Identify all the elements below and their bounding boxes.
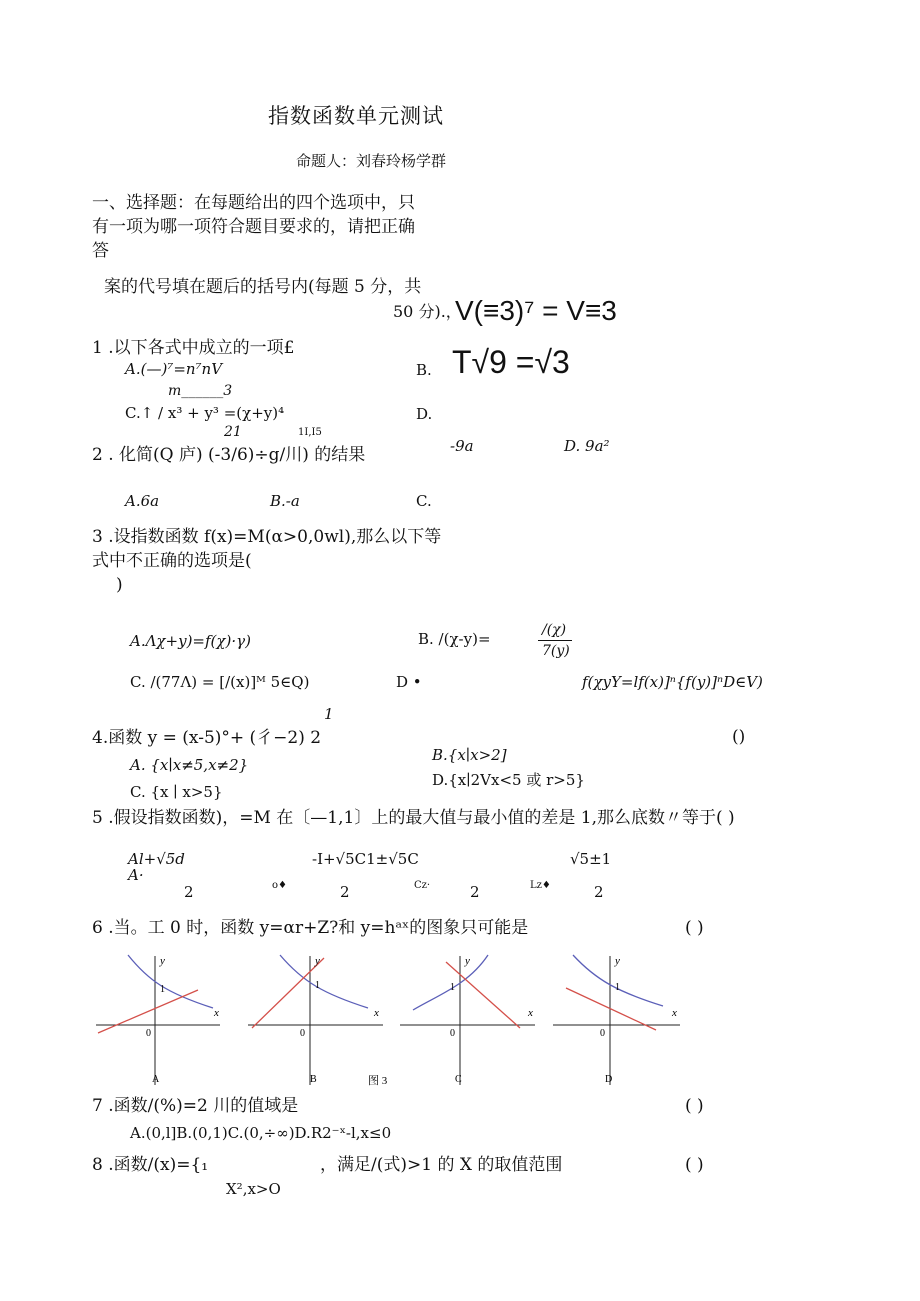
q8-piece2: X²,x>O bbox=[226, 1180, 281, 1198]
q1-option-b-label: B. bbox=[416, 361, 432, 379]
author-line: 命题人：刘春玲杨学群 bbox=[296, 153, 447, 170]
graph-d-label: D bbox=[605, 1074, 613, 1085]
graph-a-x-label: x bbox=[214, 1007, 219, 1019]
q5-option-c-mark: Cz· bbox=[414, 880, 431, 891]
q5-option-d-top: √5±1 bbox=[570, 850, 612, 868]
graph-b-linear-line bbox=[252, 958, 324, 1028]
formula-2: T√9 =√3 bbox=[452, 344, 570, 380]
q5-option-b-mark: o♦ bbox=[272, 880, 287, 891]
graph-c-origin: 0 bbox=[450, 1028, 455, 1039]
q7-stem: 7 .函数/(%)=2 川的值域是 bbox=[92, 1096, 299, 1116]
q4-superscript: 1 bbox=[324, 705, 334, 723]
graph-b-x-label: x bbox=[374, 1007, 379, 1019]
q2-stem: 2 . 化简(Q 庐) (-3/6)÷g/川) 的结果 bbox=[92, 445, 366, 465]
q5-option-d-mark: Lz♦ bbox=[530, 880, 551, 891]
q4-option-a: A. {x∣x≠5,x≠2} bbox=[130, 756, 249, 774]
section-instructions-line4: 案的代号填在题后的括号内(每题 5 分，共 bbox=[104, 277, 422, 297]
q2-option-a: A.6a bbox=[125, 492, 160, 510]
q3-stem-line2: 式中不正确的选项是( bbox=[92, 551, 252, 571]
q3-option-b-numerator: /(χ) bbox=[542, 622, 567, 638]
q1-stem: 1 .以下各式中成立的一项£ bbox=[92, 338, 295, 358]
q5-option-b-top: -I+√5C1±√5C bbox=[312, 850, 419, 868]
q4-option-d: D.{x∣2Vx<5 或 r>5} bbox=[432, 771, 585, 789]
graph-a-one: 1 bbox=[160, 984, 165, 995]
graph-a-label: A bbox=[152, 1074, 160, 1085]
graph-a-exp-curve bbox=[128, 955, 213, 1008]
graph-b bbox=[248, 955, 388, 1087]
q1-option-d-label: D. bbox=[416, 405, 433, 423]
q4-option-b: B.{x∣x>2] bbox=[432, 746, 507, 764]
figure-caption: 图 3 bbox=[368, 1075, 388, 1087]
q2-option-b: B.-a bbox=[270, 492, 300, 510]
q5-option-c-den: 2 bbox=[470, 883, 480, 901]
graph-c bbox=[400, 955, 535, 1085]
q6-stem: 6 .当。工 0 时，函数 y=αr+Z?和 y=hᵃˣ的图象只可能是 bbox=[92, 918, 529, 938]
q3-option-d: f(χyY=lf(x)]ⁿ{f(y)]ⁿD∈V) bbox=[582, 673, 763, 691]
q8-answer-paren: ( ) bbox=[685, 1155, 704, 1175]
q2-option-c-label: C. bbox=[416, 492, 432, 510]
q1-frac-right: 1I,I5 bbox=[298, 427, 322, 438]
q3-option-a: A.Λχ+y)=f(χ)·γ) bbox=[130, 632, 251, 650]
q7-options: A.(0,l]B.(0,1)C.(0,÷∞)D.R2⁻ˣ-l,x≤0 bbox=[130, 1124, 392, 1142]
q5-option-a-top: Al+√5d bbox=[128, 850, 185, 868]
q1-option-c: C.↑ / x³ + y³ =(χ+y)⁴ bbox=[125, 404, 285, 422]
section-instructions-line5: 50 分).， bbox=[393, 302, 462, 321]
q4-option-c: C. {x ∣ x>5} bbox=[130, 783, 223, 801]
q1-option-a: A.(—)⁷=n⁷nV bbox=[125, 360, 223, 378]
q8-stem-right: ，满足/(式)>1 的 X 的取值范围 bbox=[320, 1155, 563, 1175]
section-instructions-line2: 有一项为哪一项符合题目要求的，请把正确 bbox=[92, 217, 415, 237]
q5-option-b-den: 2 bbox=[340, 883, 350, 901]
q4-stem: 4.函数 y = (x-5)°+ (彳−2) 2 bbox=[92, 728, 322, 748]
graph-b-y-label: y bbox=[315, 955, 320, 967]
graph-d-origin: 0 bbox=[600, 1028, 605, 1039]
graph-c-linear-line bbox=[446, 962, 520, 1028]
graph-d bbox=[553, 955, 680, 1085]
graph-b-exp-curve bbox=[280, 955, 368, 1008]
graph-b-one: 1 bbox=[315, 980, 320, 991]
q3-option-c: C. /(77Λ) = [/(x)]ᴹ 5∈Q) bbox=[130, 673, 310, 691]
graph-c-label: C bbox=[455, 1074, 462, 1085]
graph-a bbox=[96, 955, 220, 1085]
q2-option-c-value: -9a bbox=[450, 437, 474, 455]
section-instructions-line3: 答 bbox=[92, 241, 109, 261]
q5-option-a-label: A· bbox=[128, 866, 144, 884]
graph-c-x-label: x bbox=[528, 1007, 533, 1019]
q1-frac-mid: 21 bbox=[224, 424, 242, 440]
q5-option-d-den: 2 bbox=[594, 883, 604, 901]
graph-d-x-label: x bbox=[672, 1007, 677, 1019]
graph-d-linear-line bbox=[566, 988, 656, 1030]
graph-a-origin: 0 bbox=[146, 1028, 151, 1039]
q5-stem: 5 .假设指数函数)，=M 在〔—1,1〕上的最大值与最小值的差是 1,那么底数〃等于( ) bbox=[92, 808, 735, 828]
graph-b-label: B bbox=[310, 1074, 317, 1085]
graph-d-one: 1 bbox=[615, 982, 620, 993]
page-title: 指数函数单元测试 bbox=[268, 104, 444, 128]
q3-option-d-label: D • bbox=[396, 673, 422, 691]
q5-option-a-den: 2 bbox=[184, 883, 194, 901]
q3-option-b-denominator: 7(y) bbox=[542, 643, 570, 659]
graph-d-y-label: y bbox=[615, 955, 620, 967]
q6-graphs-figure bbox=[88, 950, 688, 1090]
q3-fraction-bar bbox=[538, 640, 572, 641]
q3-stem-line1: 3 .设指数函数 f(x)=M(α>0,0wl),那么以下等 bbox=[92, 527, 442, 547]
graph-b-origin: 0 bbox=[300, 1028, 305, 1039]
graph-a-y-label: y bbox=[160, 955, 165, 967]
q7-answer-paren: ( ) bbox=[685, 1096, 704, 1116]
q3-stem-line3: ) bbox=[116, 575, 123, 595]
graph-c-y-label: y bbox=[465, 955, 470, 967]
graph-a-linear-line bbox=[98, 990, 198, 1033]
q3-option-b: B. /(χ-y)= bbox=[418, 630, 491, 648]
section-instructions-line1: 一、选择题：在每题给出的四个选项中，只 bbox=[92, 193, 415, 213]
q8-stem-left: 8 .函数/(x)={₁ bbox=[92, 1155, 209, 1175]
graph-c-one: 1 bbox=[450, 982, 455, 993]
q6-answer-paren: ( ) bbox=[685, 918, 704, 938]
q2-option-d: D. 9a² bbox=[564, 437, 610, 455]
formula-1: V(≡3)⁷ = V≡3 bbox=[455, 295, 617, 326]
q1-m-label: m______3 bbox=[168, 383, 233, 399]
q4-answer-paren: () bbox=[732, 727, 746, 747]
